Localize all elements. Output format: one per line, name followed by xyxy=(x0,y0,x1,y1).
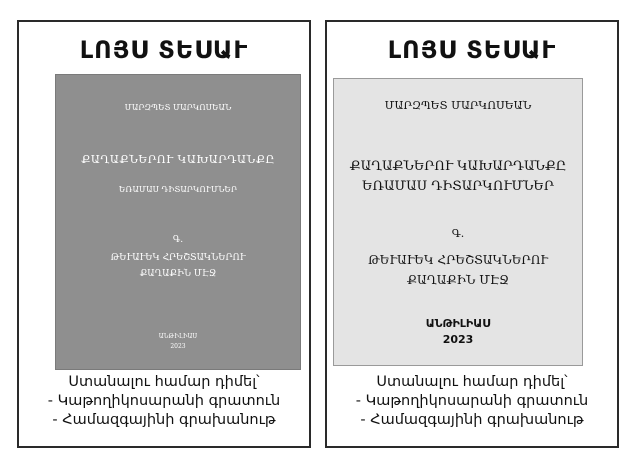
panel-heading: ԼՈՅՍ ՏԵՍԱՒ xyxy=(79,36,249,64)
footer-line-intro: Ստանալու համար դիմել՝ xyxy=(376,374,568,390)
cover-title-line1: ՔԱՂԱՔՆԵՐՈՒ ԿԱԽԱՐԴԱՆՔԸ xyxy=(349,159,567,174)
cover-author: ՄԱՐԶՊԵՏ ՄԱՐԿՈՍԵԱՆ xyxy=(124,103,232,112)
availability-info xyxy=(19,373,309,430)
announcement-panel-right xyxy=(325,20,619,448)
cover-author: ՄԱՐԶՊԵՏ ՄԱՐԿՈՍԵԱՆ xyxy=(384,99,532,112)
availability-info xyxy=(327,373,617,430)
cover-subtitle: ԵՌԱՄԱՍ ԴԻՏԱՐԿՈՒՄՆԵՐ xyxy=(118,185,238,194)
cover-year: 2023 xyxy=(442,333,474,346)
footer-line-catholicosate-bookstore: - Կաթողիկոսարանի գրատուն xyxy=(355,393,589,409)
footer-line-intro: Ստանալու համար դիմել՝ xyxy=(68,374,260,390)
cover-place: ԱՆԹԻԼԻԱՍ xyxy=(158,333,198,340)
footer-line-catholicosate-bookstore: - Կաթողիկոսարանի գրատուն xyxy=(47,393,281,409)
cover-year: 2023 xyxy=(170,343,186,350)
cover-title: ՔԱՂԱՔՆԵՐՈՒ ԿԱԽԱՐԴԱՆՔԸ xyxy=(81,153,275,166)
cover-title-line2: ԵՌԱՄԱՍ ԴԻՏԱՐԿՈՒՄՆԵՐ xyxy=(362,179,554,194)
book-cover-photo xyxy=(55,74,301,370)
cover-place: ԱՆԹԻԼԻԱՍ xyxy=(425,317,491,330)
book-cover-render xyxy=(333,78,583,366)
cover-part: Գ. xyxy=(451,227,465,240)
cover-section-line1: ԹԵՒԱՒԵԿ ՀՐԵՇՏԱԿՆԵՐՈՒ xyxy=(110,253,246,263)
cover-section-line2: ՔԱՂԱՔԻՆ ՄԷՋ xyxy=(139,269,217,279)
panel-heading: ԼՈՅՍ ՏԵՍԱՒ xyxy=(387,36,557,64)
announcement-panel-left xyxy=(17,20,311,448)
cover-section-line1: ԹԵՒԱՒԵԿ ՀՐԵՇՏԱԿՆԵՐՈՒ xyxy=(368,253,548,267)
cover-part: Գ. xyxy=(172,235,184,245)
cover-section-line2: ՔԱՂԱՔԻՆ ՄԷՋ xyxy=(406,273,510,287)
footer-line-hamazkayin-bookshop: - Համազգայինի գրախանութ xyxy=(52,412,276,428)
footer-line-hamazkayin-bookshop: - Համազգայինի գրախանութ xyxy=(360,412,584,428)
